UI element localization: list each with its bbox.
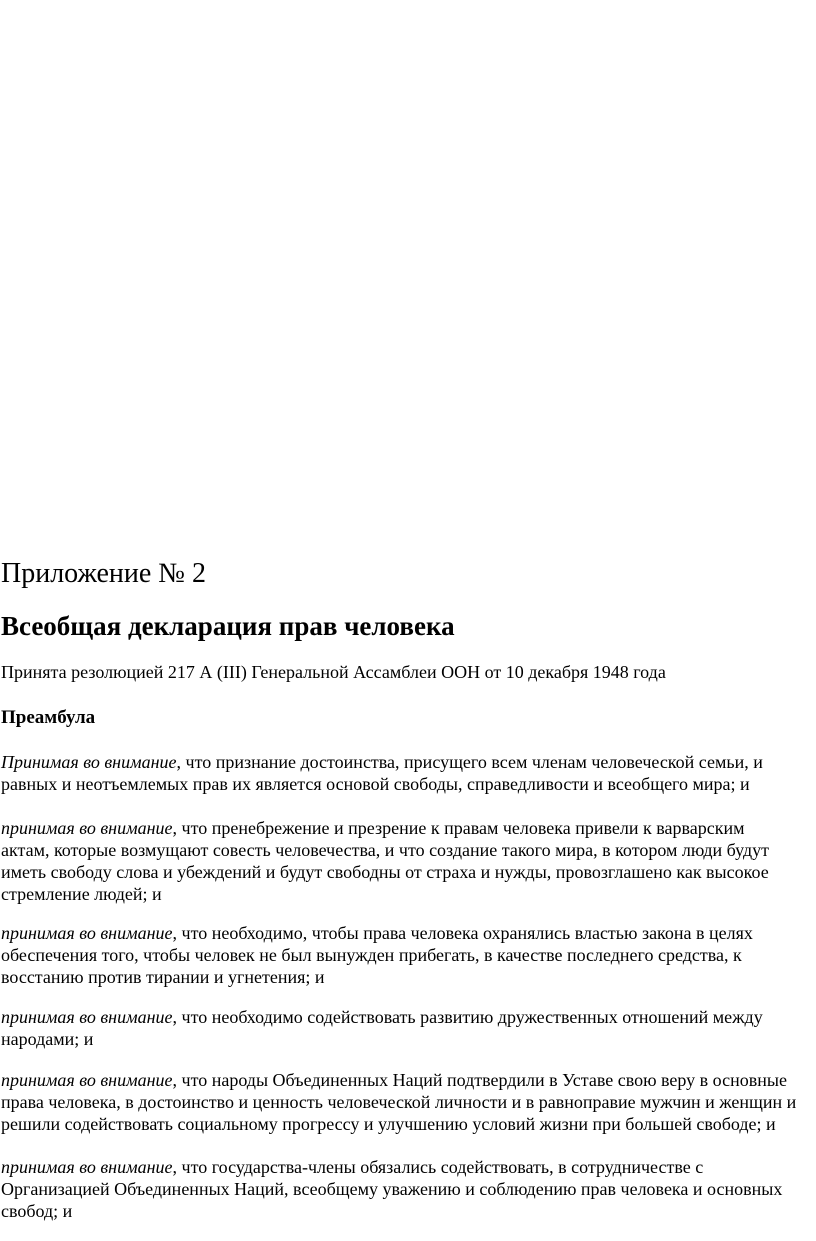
paragraph-text: , что необходимо, чтобы права человека охранялись властью закона в целях	[172, 923, 753, 943]
paragraph-text: , что пренебрежение и презрение к правам человека привели к варварским	[172, 818, 745, 838]
paragraph-line	[1, 1006, 815, 1028]
preamble-paragraph-4	[1, 1006, 815, 1050]
document-title: Всеобщая декларация прав человека	[1, 611, 455, 641]
paragraph-lead: принимая во внимание	[1, 923, 173, 943]
adoption-note: Принята резолюцией 217 А (III) Генеральной Ассамблеи ООН от 10 декабря 1948 года	[1, 662, 666, 682]
paragraph-line: обеспечения того, чтобы человек не был вынужден прибегать, в качестве последнего средства, к	[1, 945, 742, 965]
paragraph-line: стремление людей; и	[1, 884, 162, 904]
paragraph-line	[1, 1156, 815, 1178]
paragraph-line: Организацией Объединенных Наций, всеобщему уважению и соблюдению прав человека и основных	[1, 1179, 783, 1199]
preamble-paragraph-3	[1, 922, 815, 988]
preamble-paragraph-6	[1, 1156, 815, 1222]
paragraph-line	[1, 751, 815, 773]
paragraph-line	[1, 817, 815, 839]
paragraph-lead: принимая во внимание	[1, 1157, 173, 1177]
paragraph-text: , что признание достоинства, присущего всем членам человеческой семьи, и	[176, 752, 763, 772]
paragraph-line: равных и неотъемлемых прав их является основой свободы, справедливости и всеобщего мира; и	[1, 774, 750, 794]
preamble-paragraph-1	[1, 751, 815, 795]
paragraph-lead: принимая во внимание	[1, 818, 173, 838]
paragraph-line: народами; и	[1, 1029, 94, 1049]
paragraph-line	[1, 922, 815, 944]
appendix-label: Приложение № 2	[1, 558, 206, 589]
paragraph-lead: принимая во внимание	[1, 1007, 173, 1027]
preamble-paragraph-2	[1, 817, 815, 905]
preamble-paragraph-5	[1, 1069, 815, 1135]
paragraph-text: , что государства-члены обязались содействовать, в сотрудничестве с	[172, 1157, 704, 1177]
paragraph-line	[1, 1069, 815, 1091]
paragraph-lead: принимая во внимание	[1, 1070, 173, 1090]
paragraph-text: , что необходимо содействовать развитию дружественных отношений между	[172, 1007, 763, 1027]
paragraph-line: восстанию против тирании и угнетения; и	[1, 967, 325, 987]
paragraph-text: , что народы Объединенных Наций подтвердили в Уставе свою веру в основные	[172, 1070, 787, 1090]
preamble-heading: Преамбула	[1, 707, 96, 728]
paragraph-line: иметь свободу слова и убеждений и будут свободны от страха и нужды, провозглашено как высокое	[1, 862, 769, 882]
paragraph-line: права человека, в достоинство и ценность человеческой личности и в равноправие мужчин и женщин и	[1, 1092, 797, 1112]
paragraph-line: актам, которые возмущают совесть человечества, и что создание такого мира, в котором люди будут	[1, 840, 770, 860]
paragraph-lead: Принимая во внимание	[1, 752, 177, 772]
paragraph-line: решили содействовать социальному прогрессу и улучшению условий жизни при большей свободе; и	[1, 1114, 776, 1134]
paragraph-line: свобод; и	[1, 1201, 73, 1221]
